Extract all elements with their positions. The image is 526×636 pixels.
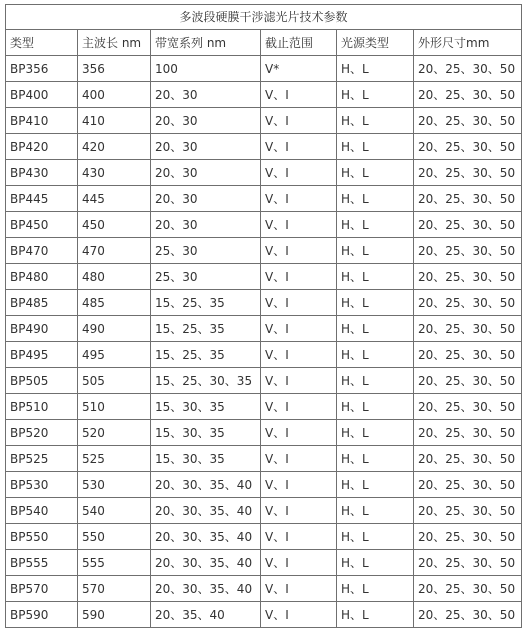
cell-dimensions: 20、25、30、50 [414, 108, 522, 134]
cell-center-wavelength: 550 [78, 524, 151, 550]
table-row [6, 290, 522, 316]
cell-light-source: H、L [337, 498, 414, 524]
cell-bandwidth: 20、30 [151, 160, 261, 186]
cell-light-source: H、L [337, 134, 414, 160]
cell-cutoff-range: V、I [261, 472, 337, 498]
cell-type: BP540 [6, 498, 78, 524]
cell-light-source: H、L [337, 108, 414, 134]
table-row [6, 498, 522, 524]
cell-light-source: H、L [337, 160, 414, 186]
cell-center-wavelength: 540 [78, 498, 151, 524]
cell-light-source: H、L [337, 316, 414, 342]
column-header-cutoff-range: 截止范围 [261, 30, 337, 56]
cell-dimensions: 20、25、30、50 [414, 212, 522, 238]
table-row [6, 524, 522, 550]
cell-bandwidth: 15、25、35 [151, 316, 261, 342]
table-row [6, 212, 522, 238]
table-row [6, 368, 522, 394]
cell-dimensions: 20、25、30、50 [414, 186, 522, 212]
cell-type: BP530 [6, 472, 78, 498]
cell-dimensions: 20、25、30、50 [414, 576, 522, 602]
cell-light-source: H、L [337, 238, 414, 264]
cell-light-source: H、L [337, 472, 414, 498]
cell-cutoff-range: V、I [261, 82, 337, 108]
cell-type: BP590 [6, 602, 78, 628]
table-row [6, 82, 522, 108]
cell-type: BP480 [6, 264, 78, 290]
cell-cutoff-range: V、I [261, 290, 337, 316]
column-header-type: 类型 [6, 30, 78, 56]
cell-center-wavelength: 470 [78, 238, 151, 264]
cell-type: BP400 [6, 82, 78, 108]
cell-type: BP430 [6, 160, 78, 186]
cell-center-wavelength: 410 [78, 108, 151, 134]
cell-cutoff-range: V、I [261, 602, 337, 628]
column-header-light-source: 光源类型 [337, 30, 414, 56]
cell-dimensions: 20、25、30、50 [414, 472, 522, 498]
cell-dimensions: 20、25、30、50 [414, 420, 522, 446]
cell-cutoff-range: V、I [261, 316, 337, 342]
cell-dimensions: 20、25、30、50 [414, 368, 522, 394]
cell-dimensions: 20、25、30、50 [414, 394, 522, 420]
table-row [6, 602, 522, 628]
cell-dimensions: 20、25、30、50 [414, 316, 522, 342]
cell-cutoff-range: V、I [261, 238, 337, 264]
cell-bandwidth: 20、35、40 [151, 602, 261, 628]
cell-dimensions: 20、25、30、50 [414, 602, 522, 628]
cell-center-wavelength: 430 [78, 160, 151, 186]
cell-bandwidth: 20、30、35、40 [151, 498, 261, 524]
cell-cutoff-range: V、I [261, 576, 337, 602]
column-header-bandwidth: 带宽系列 nm [151, 30, 261, 56]
cell-bandwidth: 20、30、35、40 [151, 524, 261, 550]
cell-bandwidth: 100 [151, 56, 261, 82]
cell-dimensions: 20、25、30、50 [414, 264, 522, 290]
cell-center-wavelength: 495 [78, 342, 151, 368]
cell-center-wavelength: 505 [78, 368, 151, 394]
cell-dimensions: 20、25、30、50 [414, 160, 522, 186]
cell-light-source: H、L [337, 446, 414, 472]
cell-bandwidth: 15、25、35 [151, 342, 261, 368]
cell-center-wavelength: 445 [78, 186, 151, 212]
cell-cutoff-range: V、I [261, 212, 337, 238]
cell-type: BP470 [6, 238, 78, 264]
table-row [6, 56, 522, 82]
cell-light-source: H、L [337, 602, 414, 628]
cell-type: BP490 [6, 316, 78, 342]
cell-light-source: H、L [337, 368, 414, 394]
cell-type: BP450 [6, 212, 78, 238]
cell-dimensions: 20、25、30、50 [414, 82, 522, 108]
cell-bandwidth: 20、30、35、40 [151, 550, 261, 576]
cell-type: BP520 [6, 420, 78, 446]
cell-type: BP570 [6, 576, 78, 602]
cell-bandwidth: 20、30 [151, 134, 261, 160]
cell-center-wavelength: 490 [78, 316, 151, 342]
cell-cutoff-range: V、I [261, 368, 337, 394]
cell-type: BP445 [6, 186, 78, 212]
cell-type: BP555 [6, 550, 78, 576]
cell-type: BP495 [6, 342, 78, 368]
cell-type: BP485 [6, 290, 78, 316]
cell-bandwidth: 20、30 [151, 108, 261, 134]
cell-cutoff-range: V、I [261, 394, 337, 420]
cell-bandwidth: 20、30 [151, 212, 261, 238]
cell-bandwidth: 20、30 [151, 82, 261, 108]
cell-type: BP550 [6, 524, 78, 550]
cell-center-wavelength: 525 [78, 446, 151, 472]
table-body [6, 5, 522, 628]
cell-type: BP356 [6, 56, 78, 82]
cell-light-source: H、L [337, 82, 414, 108]
cell-dimensions: 20、25、30、50 [414, 446, 522, 472]
cell-bandwidth: 15、30、35 [151, 420, 261, 446]
cell-center-wavelength: 590 [78, 602, 151, 628]
table-row [6, 238, 522, 264]
cell-light-source: H、L [337, 550, 414, 576]
cell-type: BP410 [6, 108, 78, 134]
table-row [6, 264, 522, 290]
table-header-row [6, 30, 522, 56]
cell-type: BP505 [6, 368, 78, 394]
table-row [6, 420, 522, 446]
cell-dimensions: 20、25、30、50 [414, 134, 522, 160]
cell-bandwidth: 15、30、35 [151, 394, 261, 420]
cell-cutoff-range: V、I [261, 498, 337, 524]
cell-cutoff-range: V、I [261, 108, 337, 134]
table-row [6, 108, 522, 134]
cell-cutoff-range: V、I [261, 342, 337, 368]
cell-cutoff-range: V、I [261, 524, 337, 550]
cell-bandwidth: 15、25、30、35 [151, 368, 261, 394]
table-row [6, 472, 522, 498]
cell-bandwidth: 15、30、35 [151, 446, 261, 472]
cell-center-wavelength: 480 [78, 264, 151, 290]
cell-center-wavelength: 555 [78, 550, 151, 576]
table-row [6, 186, 522, 212]
cell-cutoff-range: V、I [261, 420, 337, 446]
cell-cutoff-range: V、I [261, 264, 337, 290]
cell-bandwidth: 20、30、35、40 [151, 472, 261, 498]
cell-light-source: H、L [337, 342, 414, 368]
cell-light-source: H、L [337, 212, 414, 238]
cell-center-wavelength: 356 [78, 56, 151, 82]
cell-center-wavelength: 530 [78, 472, 151, 498]
cell-type: BP525 [6, 446, 78, 472]
cell-cutoff-range: V、I [261, 160, 337, 186]
cell-bandwidth: 25、30 [151, 264, 261, 290]
table-row [6, 550, 522, 576]
cell-center-wavelength: 400 [78, 82, 151, 108]
filter-spec-table [5, 4, 522, 628]
cell-type: BP420 [6, 134, 78, 160]
table-row [6, 342, 522, 368]
table-row [6, 160, 522, 186]
table-row [6, 576, 522, 602]
cell-dimensions: 20、25、30、50 [414, 524, 522, 550]
cell-dimensions: 20、25、30、50 [414, 290, 522, 316]
spec-table-container [5, 4, 521, 628]
cell-dimensions: 20、25、30、50 [414, 498, 522, 524]
column-header-dimensions: 外形尺寸mm [414, 30, 522, 56]
cell-center-wavelength: 570 [78, 576, 151, 602]
cell-bandwidth: 25、30 [151, 238, 261, 264]
table-title: 多波段硬膜干涉滤光片技术参数 [6, 5, 522, 30]
cell-light-source: H、L [337, 186, 414, 212]
cell-dimensions: 20、25、30、50 [414, 550, 522, 576]
table-row [6, 134, 522, 160]
cell-center-wavelength: 510 [78, 394, 151, 420]
cell-bandwidth: 20、30、35、40 [151, 576, 261, 602]
cell-cutoff-range: V、I [261, 134, 337, 160]
cell-cutoff-range: V、I [261, 550, 337, 576]
cell-dimensions: 20、25、30、50 [414, 56, 522, 82]
cell-light-source: H、L [337, 576, 414, 602]
table-row [6, 446, 522, 472]
table-title-row [6, 5, 522, 30]
cell-light-source: H、L [337, 290, 414, 316]
cell-center-wavelength: 450 [78, 212, 151, 238]
cell-type: BP510 [6, 394, 78, 420]
table-row [6, 394, 522, 420]
cell-light-source: H、L [337, 56, 414, 82]
cell-cutoff-range: V、I [261, 446, 337, 472]
column-header-center-wavelength: 主波长 nm [78, 30, 151, 56]
cell-bandwidth: 15、25、35 [151, 290, 261, 316]
table-row [6, 316, 522, 342]
cell-bandwidth: 20、30 [151, 186, 261, 212]
cell-center-wavelength: 485 [78, 290, 151, 316]
cell-dimensions: 20、25、30、50 [414, 342, 522, 368]
cell-light-source: H、L [337, 524, 414, 550]
cell-cutoff-range: V、I [261, 186, 337, 212]
cell-light-source: H、L [337, 264, 414, 290]
cell-center-wavelength: 520 [78, 420, 151, 446]
cell-light-source: H、L [337, 394, 414, 420]
cell-center-wavelength: 420 [78, 134, 151, 160]
cell-dimensions: 20、25、30、50 [414, 238, 522, 264]
cell-light-source: H、L [337, 420, 414, 446]
cell-cutoff-range: V* [261, 56, 337, 82]
